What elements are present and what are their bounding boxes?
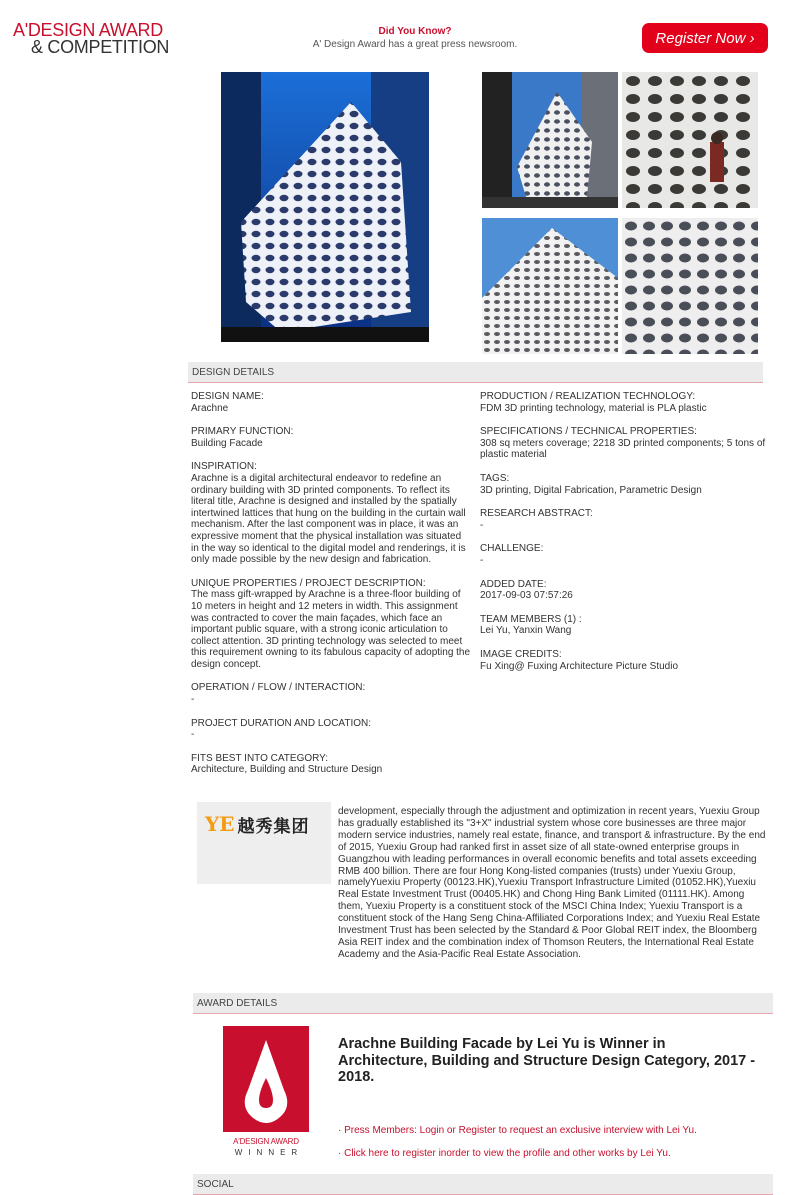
field-research-abstract [480, 508, 766, 531]
field-value: Lei Yu, Yanxin Wang [480, 625, 572, 637]
field-label: PROJECT DURATION AND LOCATION: [191, 717, 372, 729]
design-image-2[interactable] [482, 72, 618, 208]
field-label: IMAGE CREDITS: [480, 648, 562, 660]
field-value: - [480, 519, 484, 531]
field-value: 3D printing, Digital Fabrication, Parametric Design [480, 484, 702, 496]
field-added-date [480, 579, 766, 602]
section-social: SOCIAL [193, 1174, 773, 1195]
field-value: Building Facade [191, 437, 263, 449]
award-title: Arachne Building Facade by Lei Yu is Winner in Architecture, Building and Structure Design Category, 2017 - 2018. [338, 1036, 756, 1085]
award-winner-badge[interactable] [223, 1026, 309, 1164]
design-image-5[interactable] [622, 218, 758, 354]
register-now-button[interactable]: Register Now › [642, 23, 768, 53]
field-label: OPERATION / FLOW / INTERACTION: [191, 682, 366, 694]
company-logo-mark: YE [205, 812, 235, 836]
field-label: RESEARCH ABSTRACT: [480, 508, 593, 520]
field-label: PRODUCTION / REALIZATION TECHNOLOGY: [480, 391, 696, 402]
press-members-link[interactable]: · Press Members: Login or Register to request an exclusive interview with Lei Yu. [338, 1125, 697, 1136]
field-inspiration [191, 461, 471, 565]
field-image-credits [480, 649, 766, 672]
field-value: The mass gift-wrapped by Arachne is a three-floor building of 10 meters in height and 12 meters in width. This assignment was contracted to cover the main façades, which face an important public square, with a strong iconic articulation to collect attention. 3D printing technology was selected to meet this requirement owning to its fabulous capacity of adopting the design concept. [191, 589, 471, 670]
design-details-right [480, 391, 766, 684]
logo-line-1: A'DESIGN AWARD [13, 20, 163, 40]
field-value: Architecture, Building and Structure Design [191, 764, 383, 776]
field-label: TAGS: [480, 472, 510, 484]
field-label: PRIMARY FUNCTION: [191, 426, 294, 438]
field-label: FITS BEST INTO CATEGORY: [191, 752, 329, 764]
site-logo[interactable] [13, 22, 183, 56]
field-team-members [480, 614, 766, 637]
field-value: Arachne [191, 402, 229, 414]
field-label: INSPIRATION: [191, 461, 257, 473]
field-label: SPECIFICATIONS / TECHNICAL PROPERTIES: [480, 426, 697, 438]
design-image-3[interactable] [622, 72, 758, 208]
company-logo[interactable] [197, 802, 331, 884]
field-specifications [480, 426, 766, 461]
logo-line-2: & COMPETITION [31, 37, 170, 57]
field-unique-properties [191, 578, 471, 671]
field-label: TEAM MEMBERS (1) : [480, 613, 582, 625]
design-image-4[interactable] [482, 218, 618, 354]
field-value: Arachne is a digital architectural endeavor to redefine an ordinary building with 3D printed components. To reflect its literal title, Arachne is designed and installed by the spatially intertwined lattices that hung on the building in the curtain wall mechanism. After the last component was in place, it was an expressive moment that the physical installation was situated in the way so identical to the digital model and renderings, it is only made possible by the new design and fabrication. [191, 472, 466, 566]
field-value: FDM 3D printing technology, material is PLA plastic [480, 402, 707, 414]
field-primary-function [191, 426, 471, 449]
design-details-left [191, 391, 471, 788]
field-design-name [191, 391, 471, 414]
award-badge-red-panel [223, 1026, 309, 1132]
company-description: development, especially through the adjustment and optimization in recent years, Yuexiu Group has gradually established its "3+X" industrial system whose core businesses are three major modern service industries, namely real estate, finance, and transport & infrastructure. By the end of 2015, Yuexiu Group had ranked first in asset size of all state-owned enterprise groups in Guangzhou with leading performances in overall economic benefits and total assets exceeding RMB 400 billion. There are four Hong Kong-listed companies (trusts) under Yuexiu Group, namelyYuexiu Property (00123.HK),Yuexiu Transport Infrastructure Limited (01052.HK),Yuexiu Real Estate Investment Trust (00405.HK) and Chong Hing Bank Limited (01111.HK). Among them, Yuexiu Property is a constituent stock of the MSCI China Index; Yuexiu Transport is a constituent stock of the Hang Seng China-Affiliated Corporations Index; and Yuexiu Real Estate Investment Trust has been selected by the Standard & Poor Global REIT index, the Bloomberg Asia REIT index and the combination index of Thomson Reuters, the International Real Estate Academy and the Asia-Pacific Real Estate Association. [338, 806, 766, 960]
field-project-duration [191, 718, 471, 741]
field-operation-flow [191, 682, 471, 705]
field-value: 308 sq meters coverage; 2218 3D printed components; 5 tons of plastic material [480, 437, 766, 461]
section-award-details: AWARD DETAILS [193, 993, 773, 1014]
did-you-know-text: A' Design Award has a great press newsroom. [312, 39, 518, 50]
award-badge-line-2: WINNER [234, 1148, 304, 1157]
field-value: - [191, 729, 195, 741]
field-tags [480, 473, 766, 496]
register-profile-link[interactable]: · Click here to register inorder to view the profile and other works by Lei Yu. [338, 1148, 671, 1159]
field-challenge [480, 543, 766, 566]
field-value: - [191, 694, 195, 706]
section-design-details: DESIGN DETAILS [188, 362, 763, 383]
field-label: CHALLENGE: [480, 543, 544, 555]
field-label: DESIGN NAME: [191, 391, 264, 402]
company-logo-chinese-name: 越秀集团 [237, 817, 310, 837]
field-value: - [480, 554, 484, 566]
field-label: UNIQUE PROPERTIES / PROJECT DESCRIPTION: [191, 577, 426, 589]
field-production-technology [480, 391, 766, 414]
award-a-logo-icon [223, 1026, 309, 1132]
field-value: Fu Xing@ Fuxing Architecture Picture Studio [480, 660, 679, 672]
design-image-main[interactable] [221, 72, 429, 342]
field-value: 2017-09-03 07:57:26 [480, 590, 573, 602]
field-label: ADDED DATE: [480, 578, 547, 590]
did-you-know-box [270, 26, 560, 50]
did-you-know-title: Did You Know? [378, 26, 452, 37]
field-category [191, 753, 471, 776]
award-badge-line-1: A'DESIGN AWARD [233, 1137, 299, 1146]
